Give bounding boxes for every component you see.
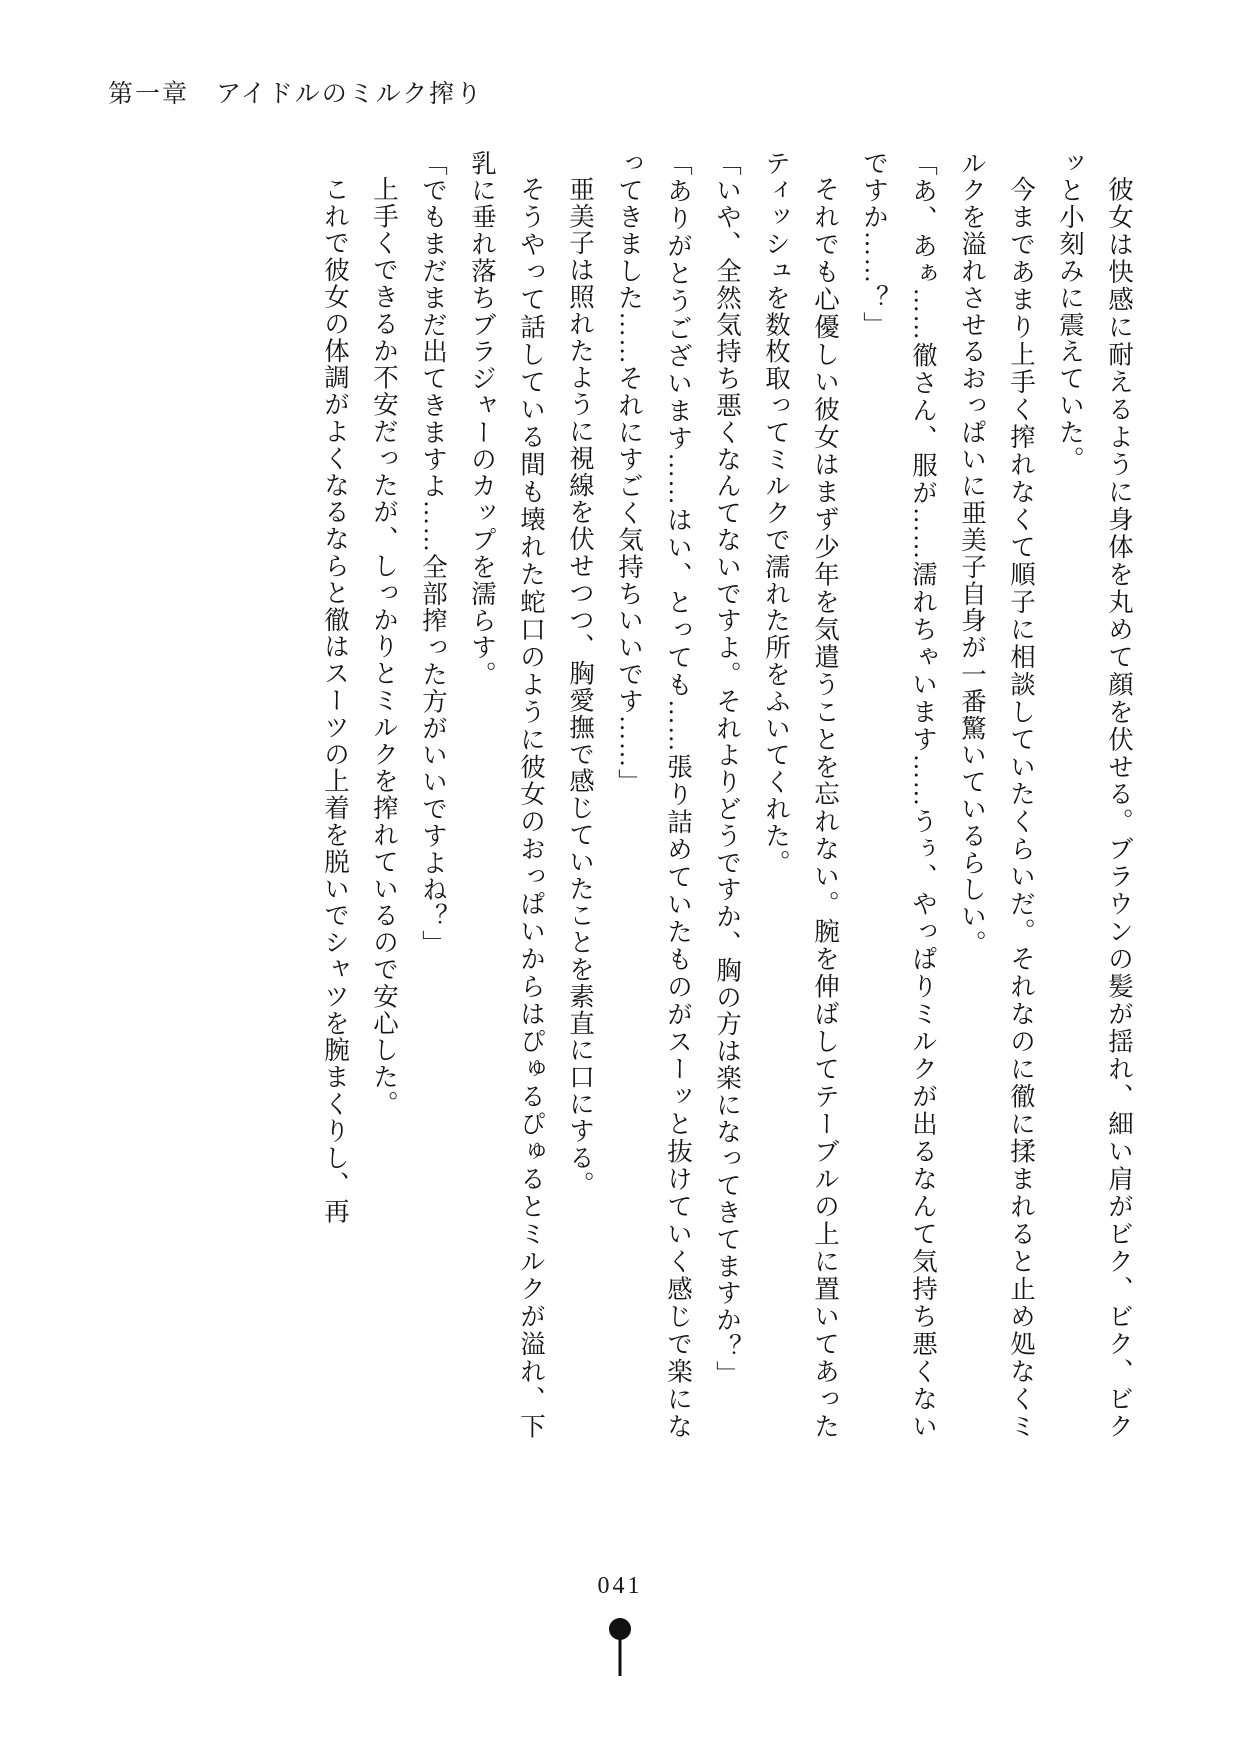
running-head-chapter-title: 第一章 アイドルのミルク搾り <box>108 81 484 108</box>
paragraph: それでも心優しい彼女はまず少年を気遣うことを忘れない。腕を伸ばしてテーブルの上に置いてあったティッシュを数枚取ってミルクで濡れた所をふいてくれた。 <box>762 150 840 1440</box>
paragraph: 「ありがとうございます……はい、とっても……張り詰めていたものがスーッと抜けていく感じで楽になってきました……それにすごく気持ちいいです……」 <box>615 150 693 1440</box>
paragraph: 亜美子は照れたように視線を伏せつつ、胸愛撫で感じていたことを素直に口にする。 <box>566 176 595 1199</box>
body-text-block <box>144 150 1144 1440</box>
paragraph: これで彼女の体調がよくなるならと徹はスーツの上着を脱いでシャツを腕まくりし、再 <box>321 176 350 1226</box>
paragraph: 上手くできるか不安だったが、しっかりとミルクを搾れているので安心した。 <box>370 176 399 1118</box>
footer-line-ornament <box>619 1618 622 1676</box>
paragraph: 「でもまだまだ出てきますよ……全部搾った方がいいですよね？」 <box>419 150 448 957</box>
paragraph: 「あ、あぁ……徹さん、服が……濡れちゃいます……うぅ、やっぱりミルクが出るなんて気持ち悪くないですか……？」 <box>860 150 938 1440</box>
paragraph: 「いや、全然気持ち悪くなんてないですよ。それよりどうですか、胸の方は楽になってきてますか？」 <box>713 150 742 1388</box>
paragraph: 彼女は快感に耐えるように身体を丸めて顔を伏せる。ブラウンの髪が揺れ、細い肩がビク、ビク、ビクッと小刻みに震えていた。 <box>1056 150 1134 1440</box>
paragraph: 今まであまり上手く搾れなくて順子に相談していたくらいだ。それなのに徹に揉まれると止め処なくミルクを溢れさせるおっぱいに亜美子自身が一番驚いているらしい。 <box>958 150 1036 1440</box>
paragraph: そうやって話している間も壊れた蛇口のように彼女のおっぱいからはぴゅるぴゅるとミルクが溢れ、下乳に垂れ落ちブラジャーのカップを濡らす。 <box>468 150 546 1440</box>
page-number: 041 <box>597 1573 643 1599</box>
